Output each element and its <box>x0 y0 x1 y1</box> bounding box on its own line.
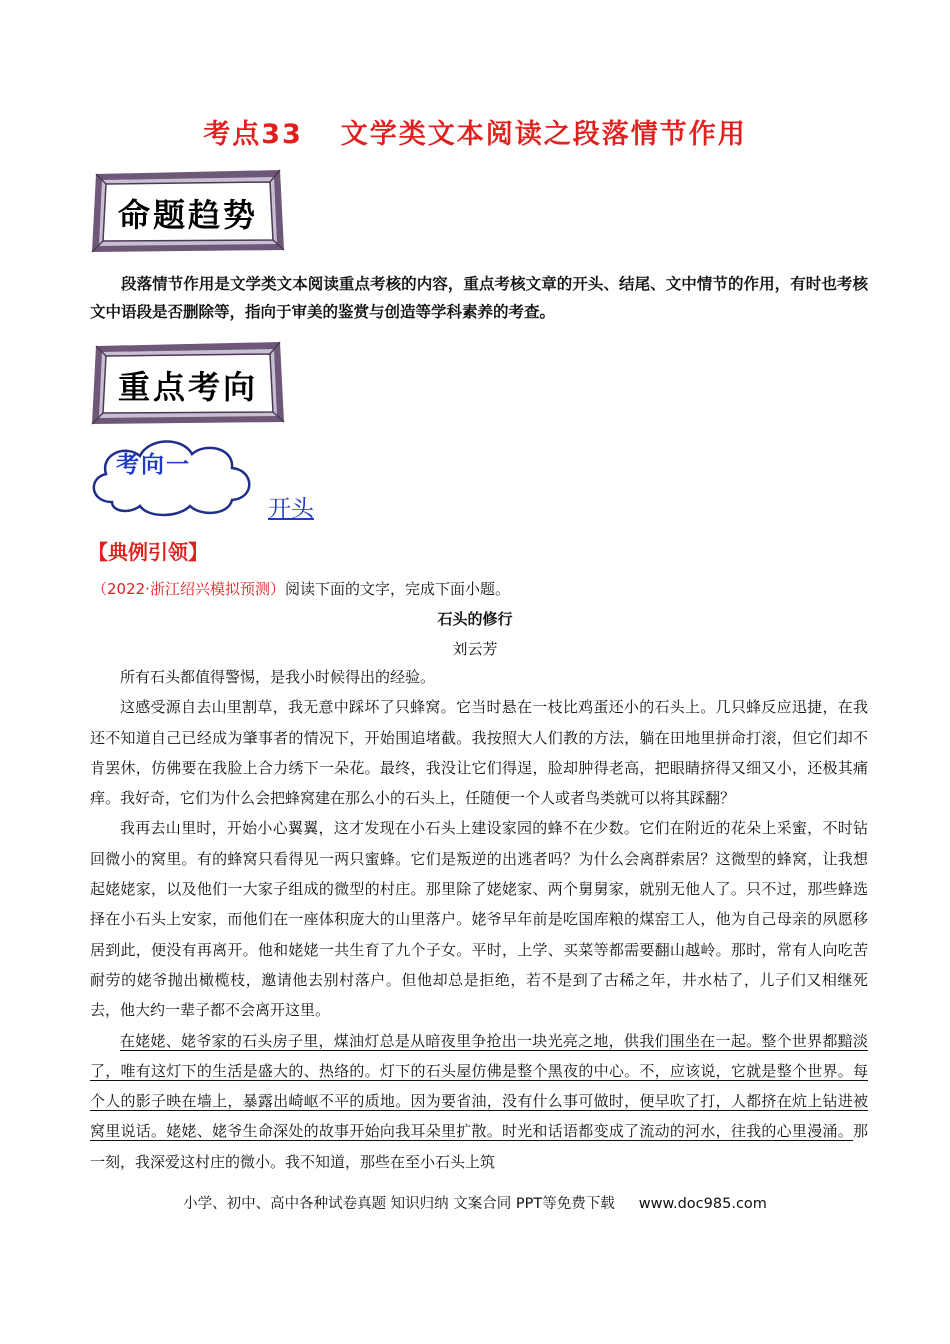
footer-text: 小学、初中、高中各种试卷真题 知识归纳 文案合同 PPT等免费下载 <box>183 1196 615 1212</box>
question-text: 阅读下面的文字，完成下面小题。 <box>284 580 510 598</box>
paragraph-3: 我再去山里时，开始小心翼翼，这才发现在小石头上建设家园的蜂不在少数。它们在附近的花朵上采蜜，不时钻回微小的窝里。有的蜂窝只看得见一两只蜜蜂。它们是叛逆的出逃者吗？为什么会离群索居？这微型的蜂窝，让我想起姥姥家，以及他们一大家子组成的微型的村庄。那里除了姥姥家、两个舅舅家，就别无他人了。只不过，那些蜂选择在小石头上安家，而他们在一座体积庞大的山里落户。姥爷早年前是吃国库粮的煤窑工人，他为自己母亲的夙愿移居到此，便没有再离开。他和姥姥一共生育了九个子女。平时，上学、买菜等都需要翻山越岭。那时，常有人向吃苦耐劳的姥爷抛出橄榄枝，邀请他去别村落户。但他却总是拒绝，若不是到了古稀之年，井水枯了，儿子们又相继死去，他大约一辈子都不会离开这里。 <box>90 819 868 1020</box>
banner-focus <box>90 340 286 426</box>
footer <box>0 1192 950 1213</box>
topic-cloud <box>82 432 262 520</box>
banner-trend-label: 命题趋势 <box>117 196 258 234</box>
topic-link-opening[interactable]: 开头 <box>268 496 314 522</box>
title-text: 文学类文本阅读之段落情节作用 <box>340 119 747 150</box>
question-source: （2022·浙江绍兴模拟预测） <box>92 580 285 598</box>
banner-trend <box>90 168 286 254</box>
page-title <box>0 112 950 151</box>
banner-focus-label: 重点考向 <box>117 368 258 406</box>
footer-url[interactable]: www.doc985.com <box>638 1196 767 1212</box>
section-label: 【典例引领】 <box>88 540 208 564</box>
article-title: 石头的修行 <box>437 610 513 628</box>
cloud-label: 考向一 <box>116 452 191 478</box>
article-author: 刘云芳 <box>452 640 498 658</box>
paragraph-2: 这感受源自去山里割草，我无意中踩坏了只蜂窝。它当时悬在一枝比鸡蛋还小的石头上。几只蜂反应迅捷，在我还不知道自己已经成为肇事者的情况下，开始围追堵截。我按照大人们教的方法，躺在田地里拼命打滚，但它们却不肯罢休，仿佛要在我脸上合力绣下一朵花。最终，我没让它们得逞，脸却肿得老高，把眼睛挤得又细又小，还极其痛痒。我好奇，它们为什么会把蜂窝建在那么小的石头上，任随便一个人或者鸟类就可以将其踩翻？ <box>90 698 868 808</box>
paragraph-4 <box>90 1026 868 1177</box>
paragraph-4-rest: 那一刻，我深爱这村庄的微小。我不知道，那些在至小石头上筑 <box>90 1122 868 1171</box>
title-number: 考点33 <box>203 119 303 150</box>
article-body <box>90 662 868 1177</box>
underlined-passage: 在姥姥、姥爷家的石头房子里，煤油灯总是从暗夜里争抢出一块光亮之地，供我们围坐在一起。整个世界都黯淡了，唯有这灯下的生活是盛大的、热络的。灯下的石头屋仿佛是整个黑夜的中心。不，应该说，它就是整个世界。每个人的影子映在墙上，暴露出崎岖不平的质地。因为要省油，没有什么事可做时，便早吹了打，人都挤在炕上钻进被窝里说话。姥姥、姥爷生命深处的故事开始向我耳朵里扩散。时光和话语都变成了流动的河水，往我的心里漫涌。 <box>90 1031 868 1141</box>
question-prompt <box>92 578 510 599</box>
intro-paragraph: 段落情节作用是文学类文本阅读重点考核的内容，重点考核文章的开头、结尾、文中情节的作用，有时也考核文中语段是否删除等，指向于审美的鉴赏与创造等学科素养的考查。 <box>90 275 868 321</box>
paragraph-1: 所有石头都值得警惕，是我小时候得出的经验。 <box>120 668 436 686</box>
